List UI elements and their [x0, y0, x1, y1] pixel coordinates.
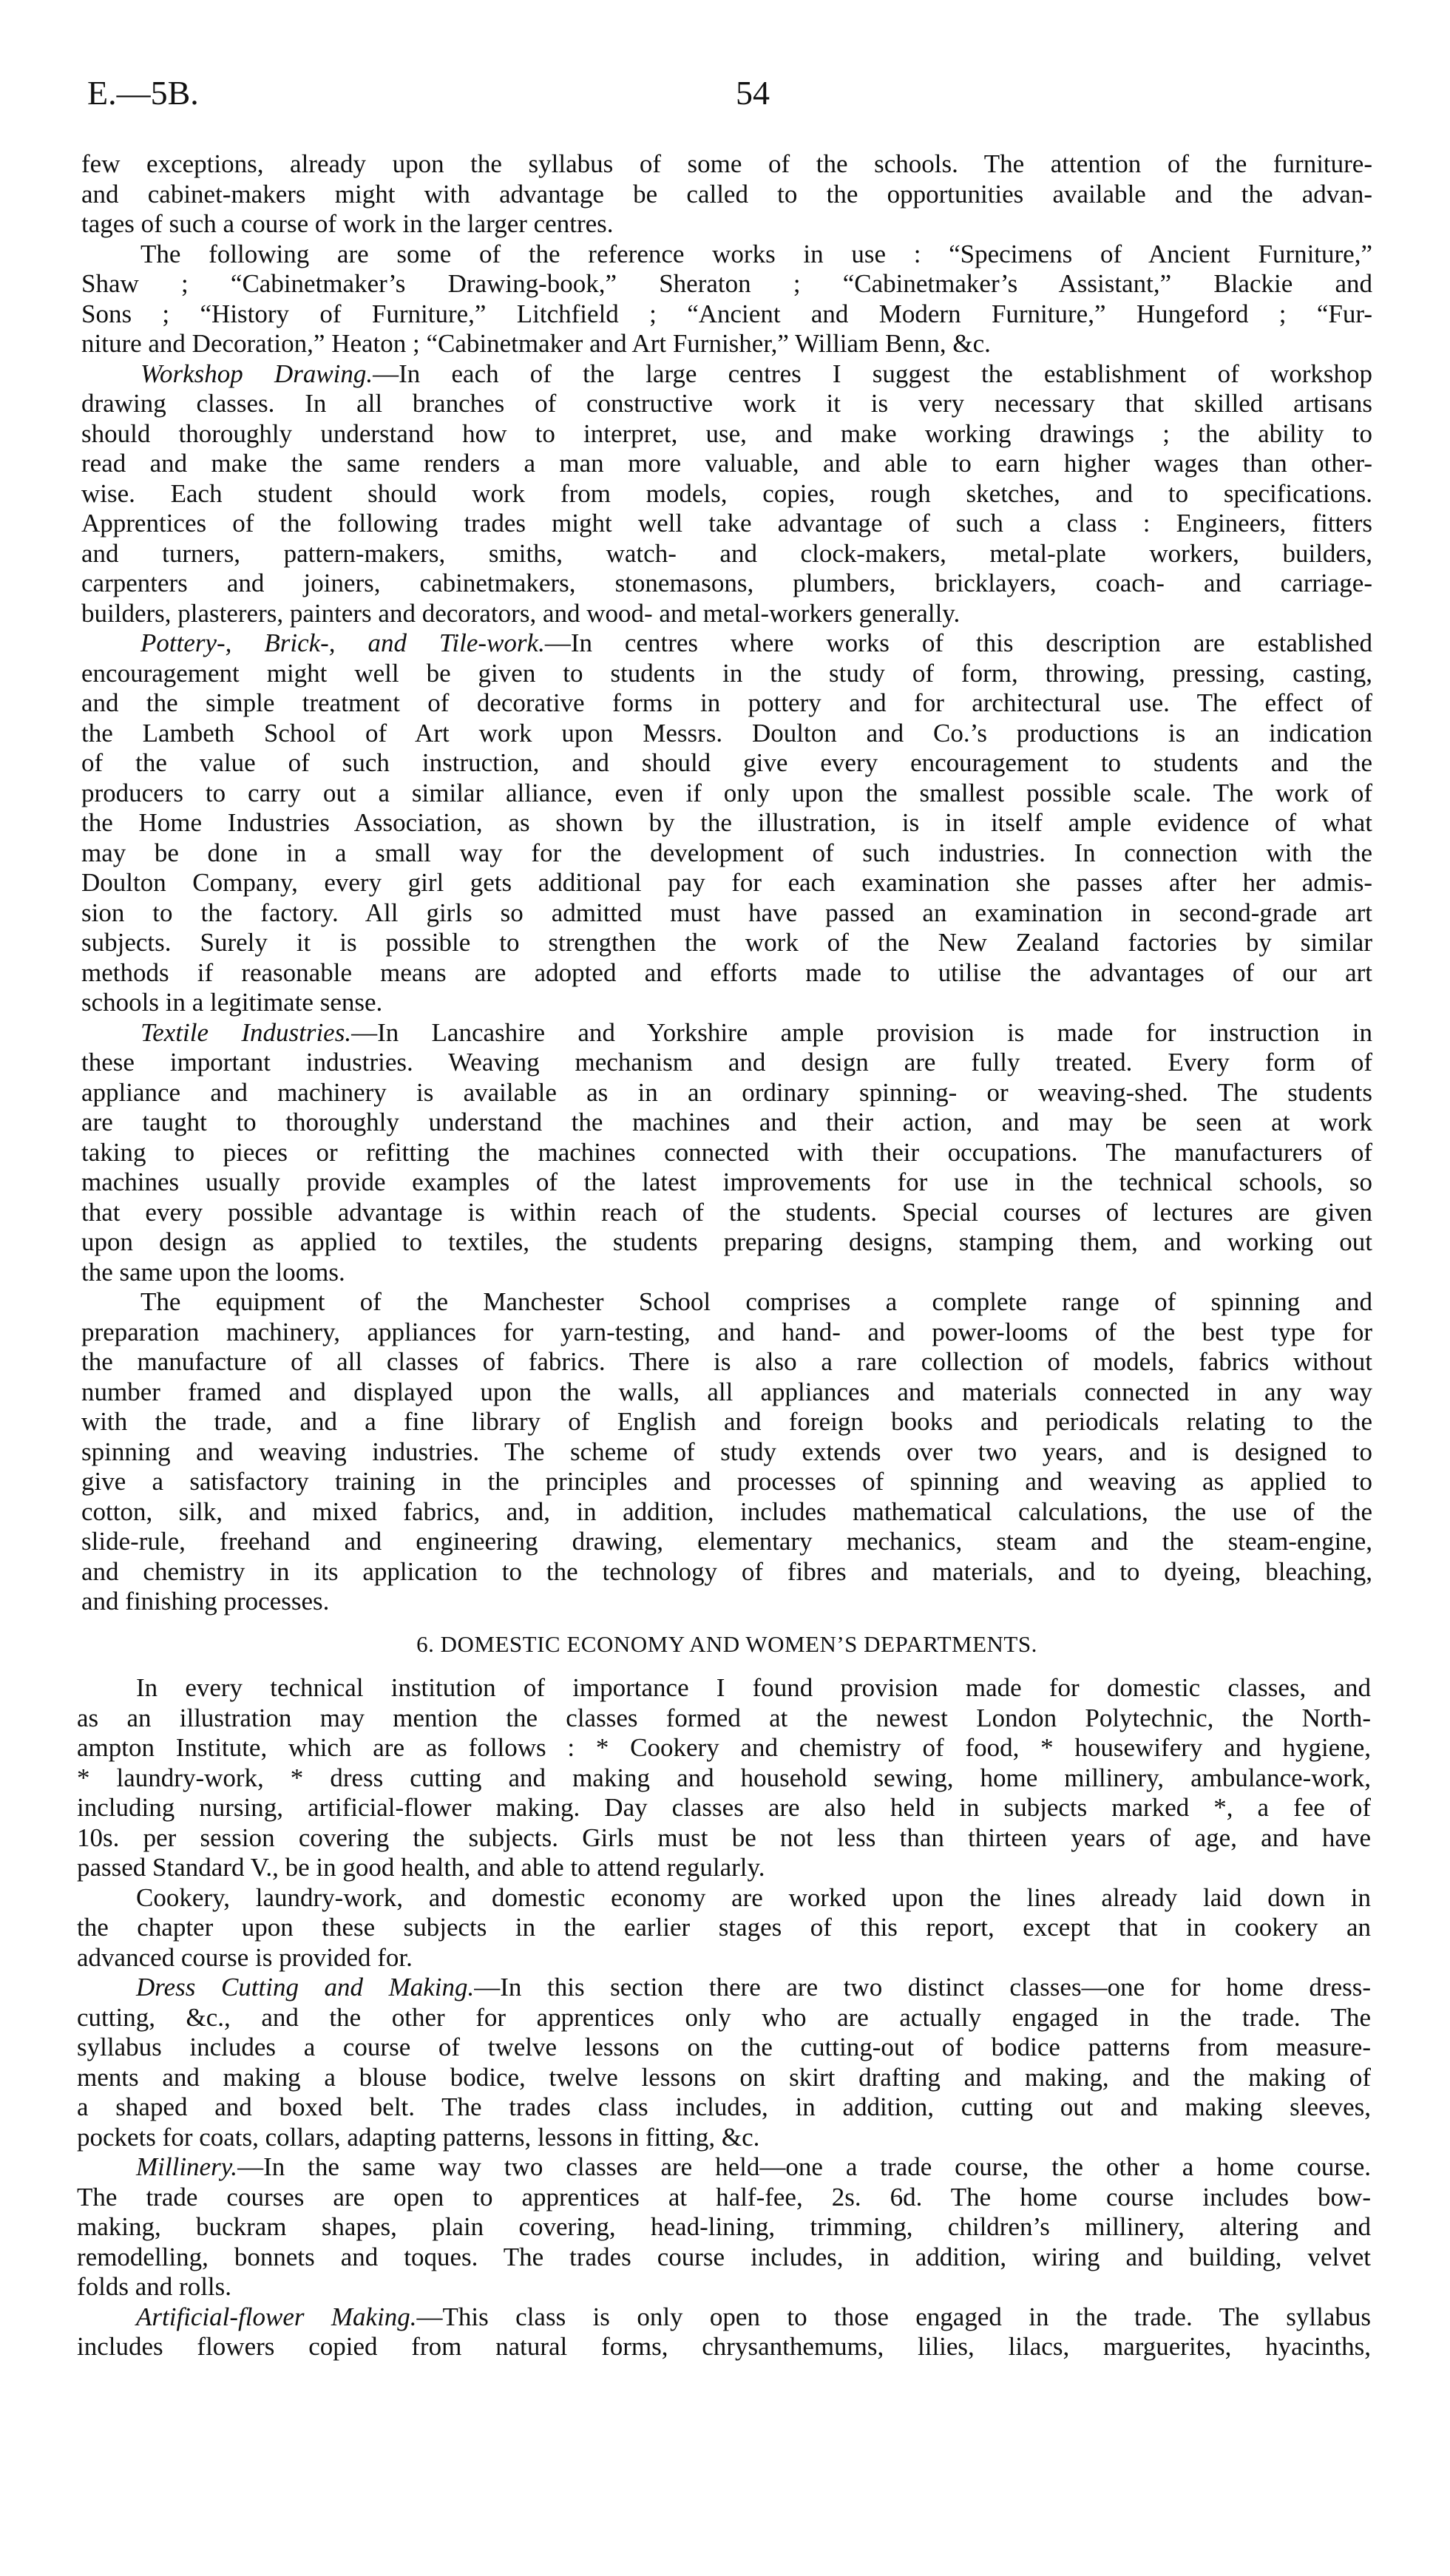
text-line: drawing classes. In all branches of constructive work it is very necessary that skilled artisans: [81, 389, 1372, 418]
text-line: passed Standard V., be in good health, and able to attend regularly.: [77, 1853, 765, 1882]
text-line: builders, plasterers, painters and decorators, and wood- and metal-workers generally.: [81, 598, 961, 628]
paragraph: [81, 1018, 1372, 1288]
text-line: machines usually provide examples of the latest improvements for use in the technical schools, so: [81, 1167, 1372, 1196]
text-line: carpenters and joiners, cabinetmakers, stonemasons, plumbers, bricklayers, coach- and carriage-: [81, 569, 1372, 597]
text-line: of the value of such instruction, and should give every encouragement to students and the: [81, 748, 1372, 777]
text-line: the Home Industries Association, as shown by the illustration, is in itself ample evidence of what: [81, 808, 1372, 837]
text-line: number framed and displayed upon the walls, all appliances and materials connected in any way: [81, 1377, 1372, 1406]
text-line: remodelling, bonnets and toques. The trades course includes, in addition, wiring and building, velvet: [77, 2242, 1371, 2271]
text-line: that every possible advantage is within reach of the students. Special courses of lectures are given: [81, 1197, 1372, 1227]
text-line: [81, 359, 1372, 390]
text-line: [77, 2302, 1371, 2333]
text-line: including nursing, artificial-flower making. Day classes are also held in subjects marked *, a fee of: [77, 1793, 1371, 1822]
text-line: as an illustration may mention the classes formed at the newest London Polytechnic, the North-: [77, 1703, 1371, 1732]
text-line: are taught to thoroughly understand the machines and their action, and may be seen at work: [81, 1108, 1372, 1136]
text-line: and turners, pattern-makers, smiths, watch- and clock-makers, metal-plate workers, builders,: [81, 538, 1372, 568]
text-line: taking to pieces or refitting the machines connected with their occupations. The manufacturers of: [81, 1137, 1372, 1167]
text-line: syllabus includes a course of twelve lessons on the cutting-out of bodice patterns from measure-: [77, 2033, 1371, 2061]
text-line: In every technical institution of importance I found provision made for domestic classes, and: [136, 1673, 1371, 1702]
paragraph: [77, 1673, 1371, 1883]
paragraph-lead-heading: Dress Cutting and Making.: [136, 1973, 475, 2002]
text-line: Sons ; “History of Furniture,” Litchfield ; “Ancient and Modern Furniture,” Hungeford ; “Fur-: [81, 299, 1372, 328]
text-line: and chemistry in its application to the technology of fibres and materials, and to dyeing, bleaching,: [81, 1556, 1372, 1586]
text-line: slide-rule, freehand and engineering drawing, elementary mechanics, steam and the steam-engine,: [81, 1527, 1372, 1556]
paragraph: [81, 628, 1372, 1018]
text-line: * laundry-work, * dress cutting and making and household sewing, home millinery, ambulance-work,: [77, 1763, 1371, 1792]
page-number: 54: [736, 74, 770, 112]
text-line: Shaw ; “Cabinetmaker’s Drawing-book,” Sheraton ; “Cabinetmaker’s Assistant,” Blackie and: [81, 269, 1372, 298]
text-line: includes flowers copied from natural forms, chrysanthemums, lilies, lilacs, marguerites, hyacinths,: [77, 2332, 1371, 2361]
text-line: tages of such a course of work in the larger centres.: [81, 209, 614, 238]
text-line: The following are some of the reference works in use : “Specimens of Ancient Furniture,”: [140, 239, 1372, 268]
body-text-domestic-economy: [77, 1673, 1371, 2362]
paragraph: [77, 1973, 1371, 2152]
text-line: preparation machinery, appliances for yarn-testing, and hand- and power-looms of the best type for: [81, 1317, 1372, 1346]
text-line: Apprentices of the following trades might well take advantage of such a class : Engineers, fitters: [81, 509, 1372, 538]
text-line: [77, 2152, 1371, 2183]
line-text: —In Lancashire and Yorkshire ample provision is made for instruction in: [351, 1017, 1372, 1047]
text-line: advanced course is provided for.: [77, 1942, 413, 1972]
document-code: E.—5B.: [87, 74, 199, 112]
text-line: Cookery, laundry-work, and domestic economy are worked upon the lines already laid down in: [136, 1882, 1371, 1912]
line-text: —In this section there are two distinct classes—one for home dress-: [474, 1973, 1371, 2002]
text-line: read and make the same renders a man more valuable, and able to earn higher wages than other-: [81, 449, 1372, 478]
text-line: may be done in a small way for the development of such industries. In connection with the: [81, 838, 1372, 867]
text-line: and the simple treatment of decorative forms in pottery and for architectural use. The effect of: [81, 688, 1372, 717]
text-line: [77, 1973, 1371, 2003]
paragraph: [81, 1287, 1372, 1617]
text-line: a shaped and boxed belt. The trades class includes, in addition, cutting out and making sleeves,: [77, 2092, 1371, 2121]
paragraph: [81, 240, 1372, 359]
paragraph-lead-heading: Millinery.: [136, 2152, 238, 2181]
text-line: should thoroughly understand how to interpret, use, and make working drawings ; the ability to: [81, 418, 1372, 448]
paragraph: [81, 359, 1372, 629]
text-line: appliance and machinery is available as in an ordinary spinning- or weaving-shed. The students: [81, 1077, 1372, 1107]
paragraph-lead-heading: Pottery-, Brick-, and Tile-work.: [140, 628, 545, 657]
text-line: pockets for coats, collars, adapting patterns, lessons in fitting, &c.: [77, 2122, 760, 2152]
text-line: the Lambeth School of Art work upon Messrs. Doulton and Co.’s productions is an indication: [81, 718, 1372, 748]
line-text: —This class is only open to those engaged in the trade. The syllabus: [416, 2302, 1371, 2331]
paragraph: [81, 149, 1372, 240]
text-line: the chapter upon these subjects in the earlier stages of this report, except that in cookery an: [77, 1913, 1371, 1942]
text-line: wise. Each student should work from models, copies, rough sketches, and to specifications.: [81, 478, 1372, 508]
paragraph: [77, 2302, 1371, 2362]
line-text: —In the same way two classes are held—one a trade course, the other a home course.: [237, 2152, 1371, 2181]
paragraph-lead-heading: Artificial-flower Making.: [136, 2302, 417, 2331]
section-heading: 6. DOMESTIC ECONOMY AND WOMEN’S DEPARTMENTS.: [416, 1631, 1037, 1657]
text-line: give a satisfactory training in the principles and processes of spinning and weaving as applied to: [81, 1467, 1372, 1496]
text-line: The equipment of the Manchester School comprises a complete range of spinning and: [140, 1287, 1372, 1316]
text-line: [81, 1018, 1372, 1048]
text-line: Doulton Company, every girl gets additional pay for each examination she passes after her admis-: [81, 868, 1372, 897]
text-line: The trade courses are open to apprentices at half-fee, 2s. 6d. The home course includes bow-: [77, 2182, 1371, 2211]
text-line: methods if reasonable means are adopted and efforts made to utilise the advantages of our art: [81, 957, 1372, 987]
text-line: cotton, silk, and mixed fabrics, and, in addition, includes mathematical calculations, the use of the: [81, 1497, 1372, 1526]
paragraph-lead-heading: Textile Industries.: [140, 1017, 352, 1047]
text-line: niture and Decoration,” Heaton ; “Cabinetmaker and Art Furnisher,” William Benn, &c.: [81, 329, 991, 358]
text-line: schools in a legitimate sense.: [81, 988, 383, 1017]
text-line: few exceptions, already upon the syllabus of some of the schools. The attention of the furniture-: [81, 149, 1372, 178]
line-text: —In centres where works of this description are established: [544, 628, 1372, 657]
text-line: ments and making a blouse bodice, twelve lessons on skirt drafting and making, and the making of: [77, 2062, 1371, 2092]
text-line: subjects. Surely it is possible to strengthen the work of the New Zealand factories by similar: [81, 928, 1372, 957]
text-line: encouragement might well be given to students in the study of form, throwing, pressing, casting,: [81, 658, 1372, 688]
text-line: with the trade, and a fine library of English and foreign books and periodicals relating to the: [81, 1407, 1372, 1436]
line-text: —In each of the large centres I suggest the establishment of workshop: [373, 359, 1372, 388]
text-line: and cabinet-makers might with advantage be called to the opportunities available and the advan-: [81, 179, 1372, 209]
paragraph: [77, 1883, 1371, 1973]
paragraph-lead-heading: Workshop Drawing.: [140, 359, 373, 388]
running-head: [87, 72, 1374, 114]
text-line: the same upon the looms.: [81, 1257, 345, 1287]
text-line: producers to carry out a similar alliance, even if only upon the smallest possible scale. The work of: [81, 778, 1372, 807]
text-line: sion to the factory. All girls so admitted must have passed an examination in second-grade art: [81, 898, 1372, 927]
text-line: 10s. per session covering the subjects. Girls must be not less than thirteen years of age, and have: [77, 1823, 1371, 1852]
text-line: the manufacture of all classes of fabrics. There is also a rare collection of models, fabrics without: [81, 1347, 1372, 1376]
text-line: [81, 628, 1372, 659]
text-line: spinning and weaving industries. The scheme of study extends over two years, and is designed to: [81, 1437, 1372, 1466]
text-line: and finishing processes.: [81, 1587, 330, 1616]
text-line: ampton Institute, which are as follows : * Cookery and chemistry of food, * housewifery and hygiene,: [77, 1733, 1371, 1762]
text-line: upon design as applied to textiles, the students preparing designs, stamping them, and working out: [81, 1227, 1372, 1256]
text-line: making, buckram shapes, plain covering, head-lining, trimming, children’s millinery, altering and: [77, 2212, 1371, 2241]
body-text-top: [81, 149, 1372, 1617]
text-line: these important industries. Weaving mechanism and design are fully treated. Every form of: [81, 1048, 1372, 1077]
text-line: folds and rolls.: [77, 2272, 232, 2301]
paragraph: [77, 2152, 1371, 2302]
text-line: cutting, &c., and the other for apprentices only who are actually engaged in the trade. The: [77, 2002, 1371, 2032]
